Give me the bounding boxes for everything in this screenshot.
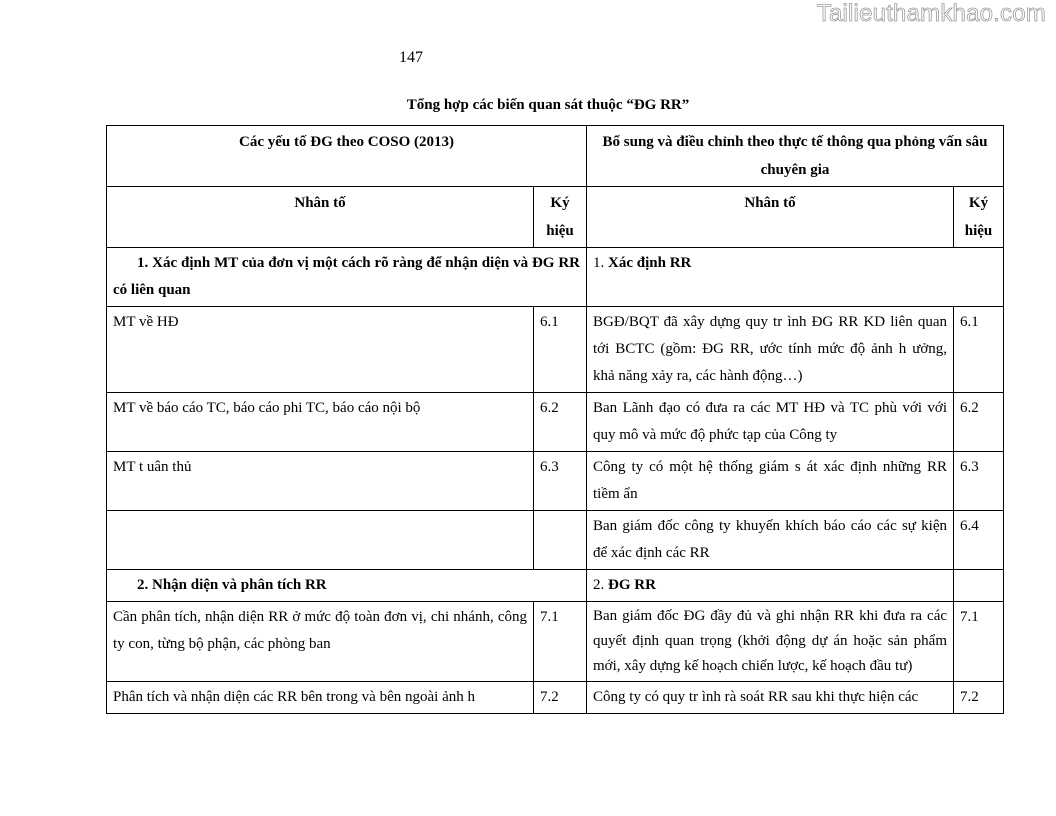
left-factor: MT t uân thủ — [107, 452, 534, 511]
right-factor: Ban giám đốc ĐG đầy đủ và ghi nhận RR khi đưa ra các quyết định quan trọng (khởi động dự án hoặc sản phẩm mới, xây dựng kế hoạch chiến lược, kế hoạch đầu tư) — [587, 602, 954, 682]
section2-right-number: 2. — [593, 577, 609, 593]
right-factor: Công ty có một hệ thống giám s át xác định những RR tiềm ẩn — [587, 452, 954, 511]
right-code: 6.1 — [954, 307, 1004, 393]
right-code: 7.2 — [954, 682, 1004, 714]
section2-right-code — [954, 570, 1004, 602]
section-row — [107, 248, 1004, 307]
watermark: Tailieuthamkhao.com — [816, 0, 1046, 27]
right-factor: Ban giám đốc công ty khuyến khích báo cáo các sự kiện để xác định các RR — [587, 511, 954, 570]
left-factor — [107, 511, 534, 570]
table-subheader-row — [107, 187, 1004, 248]
section2-left: 2. Nhận diện và phân tích RR — [107, 570, 587, 602]
table-row — [107, 393, 1004, 452]
left-factor: Phân tích và nhận diện các RR bên trong và bên ngoài ảnh h — [107, 682, 534, 714]
left-code: 7.1 — [534, 602, 587, 682]
col-factor-left: Nhân tố — [107, 187, 534, 248]
right-code: 7.1 — [954, 602, 1004, 682]
table-row — [107, 682, 1004, 714]
left-code: 6.3 — [534, 452, 587, 511]
table-row — [107, 452, 1004, 511]
observed-variables-table — [106, 125, 1004, 714]
left-code: 7.2 — [534, 682, 587, 714]
col-symbol-left: Ký hiệu — [534, 187, 587, 248]
right-code: 6.4 — [954, 511, 1004, 570]
right-code: 6.3 — [954, 452, 1004, 511]
right-factor: BGĐ/BQT đã xây dựng quy tr ình ĐG RR KD liên quan tới BCTC (gồm: ĐG RR, ước tính mức độ ảnh h ưởng, khả năng xảy ra, các hành động…) — [587, 307, 954, 393]
right-factor: Công ty có quy tr ình rà soát RR sau khi thực hiện các — [587, 682, 954, 714]
left-factor: Cần phân tích, nhận diện RR ở mức độ toàn đơn vị, chi nhánh, công ty con, từng bộ phận, các phòng ban — [107, 602, 534, 682]
header-coso: Các yếu tố ĐG theo COSO (2013) — [107, 126, 587, 187]
section1-right-label: Xác định RR — [608, 255, 692, 271]
left-code: 6.2 — [534, 393, 587, 452]
left-code: 6.1 — [534, 307, 587, 393]
section1-right — [587, 248, 1004, 307]
table-row — [107, 307, 1004, 393]
left-factor: MT về HĐ — [107, 307, 534, 393]
table-row — [107, 511, 1004, 570]
page-number: 147 — [399, 49, 423, 66]
col-symbol-right: Ký hiệu — [954, 187, 1004, 248]
table-title: Tổng hợp các biến quan sát thuộc “ĐG RR” — [406, 97, 690, 113]
section1-left: 1. Xác định MT của đơn vị một cách rõ ràng để nhận diện và ĐG RR có liên quan — [107, 248, 587, 307]
left-factor: MT về báo cáo TC, báo cáo phi TC, báo cáo nội bộ — [107, 393, 534, 452]
table-row — [107, 602, 1004, 682]
section1-right-number: 1. — [593, 255, 609, 271]
header-expert-adjustment: Bổ sung và điều chỉnh theo thực tế thông qua phỏng vấn sâu chuyên gia — [587, 126, 1004, 187]
section-row — [107, 570, 1004, 602]
right-factor: Ban Lãnh đạo có đưa ra các MT HĐ và TC phù với với quy mô và mức độ phức tạp của Công ty — [587, 393, 954, 452]
section2-right-label: ĐG RR — [608, 577, 656, 593]
section2-right — [587, 570, 954, 602]
right-code: 6.2 — [954, 393, 1004, 452]
table-header-row — [107, 126, 1004, 187]
left-code — [534, 511, 587, 570]
col-factor-right: Nhân tố — [587, 187, 954, 248]
